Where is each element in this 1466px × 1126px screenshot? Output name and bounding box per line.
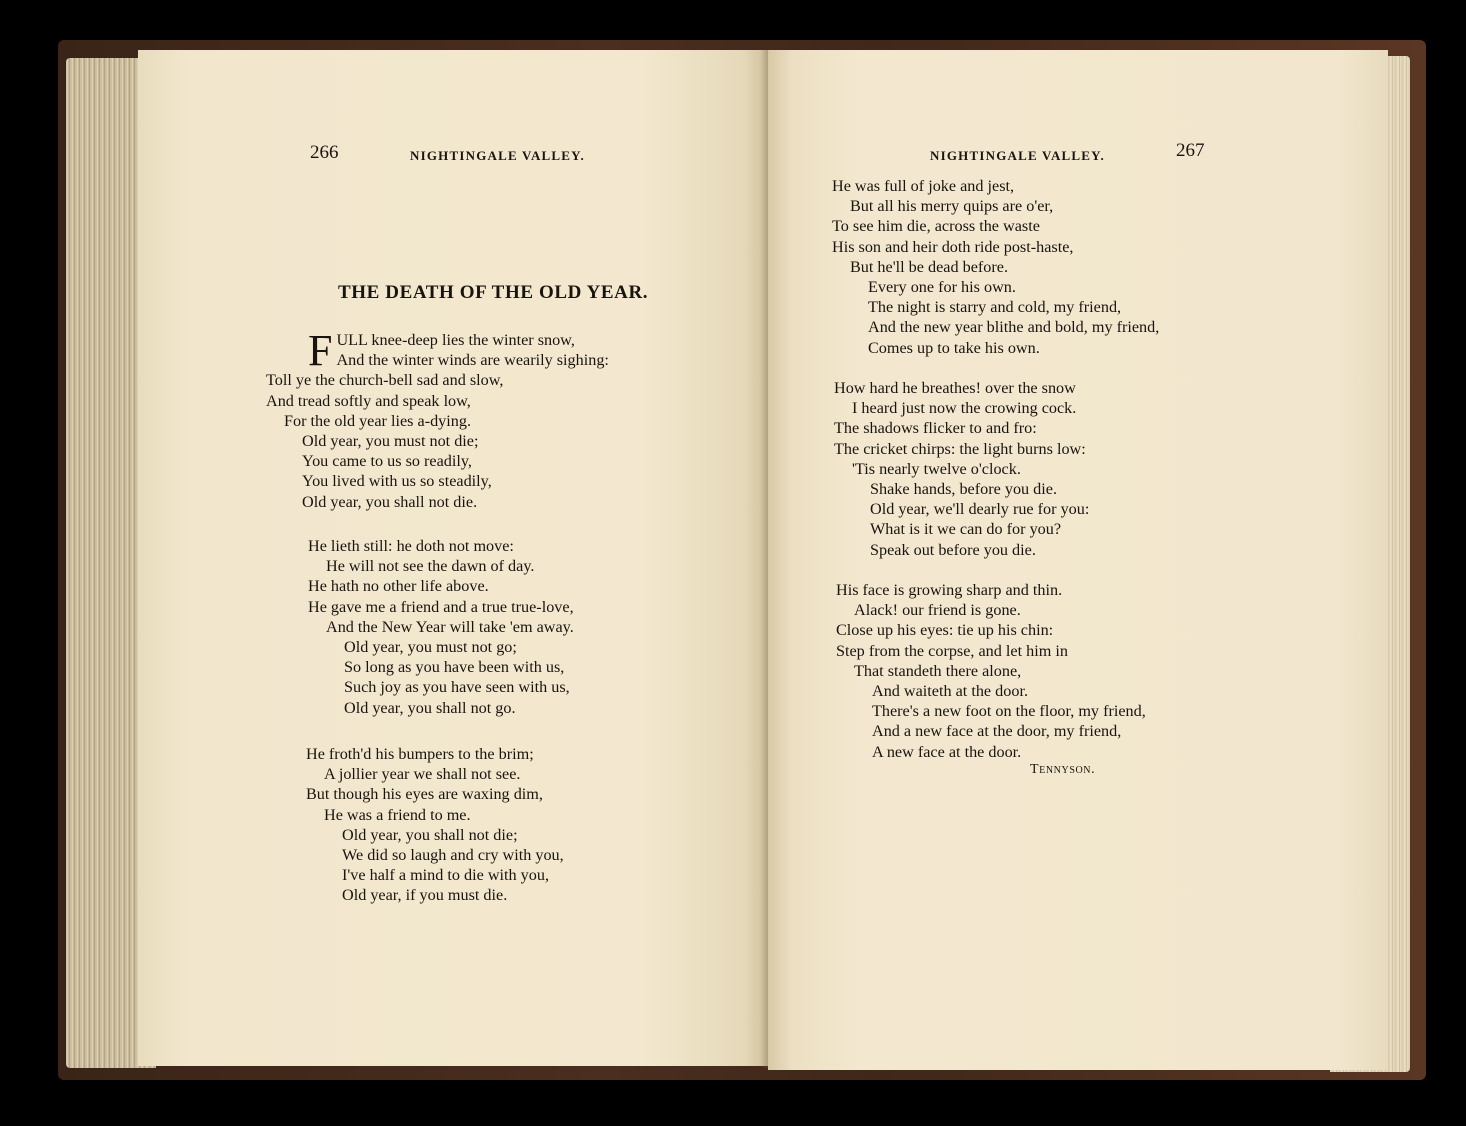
- verse-line: That standeth there alone,: [854, 661, 1022, 680]
- verse-line: And waiteth at the door.: [872, 681, 1028, 700]
- stanza-6: [836, 580, 1146, 762]
- verse-line: Old year, you shall not die.: [302, 492, 478, 511]
- verse-line: The cricket chirps: the light burns low:: [834, 439, 1086, 458]
- verse-line: But all his merry quips are o'er,: [850, 197, 1054, 216]
- stanza-5: [834, 378, 1089, 560]
- verse-line: He lieth still: he doth not move:: [308, 537, 514, 555]
- verse-line: He was full of joke and jest,: [832, 177, 1015, 195]
- verse-line: And the New Year will take 'em away.: [326, 617, 574, 636]
- running-head: NIGHTINGALE VALLEY.: [930, 148, 1106, 163]
- drop-cap: F: [308, 326, 333, 375]
- verse-line: His face is growing sharp and thin.: [836, 581, 1063, 599]
- author-attribution: Tennyson.: [1030, 762, 1096, 777]
- verse-line: But though his eyes are waxing dim,: [306, 785, 543, 804]
- verse-line: He froth'd his bumpers to the brim;: [306, 745, 534, 763]
- verse-line: To see him die, across the waste: [832, 217, 1040, 236]
- verse-line: For the old year lies a-dying.: [284, 411, 472, 430]
- verse-line: He will not see the dawn of day.: [326, 557, 535, 576]
- verse-line: Old year, you must not die;: [302, 431, 479, 450]
- verse-line: He gave me a friend and a true true-love,: [308, 597, 574, 616]
- verse-line: He hath no other life above.: [308, 577, 489, 596]
- verse-line: And the winter winds are wearily sighing:: [336, 351, 609, 370]
- verse-line: He was a friend to me.: [324, 805, 471, 824]
- verse-line: You lived with us so steadily,: [302, 472, 492, 491]
- poem-text-left: [266, 326, 609, 512]
- verse-line: And a new face at the door, my friend,: [872, 722, 1122, 741]
- verse-line: I've half a mind to die with you,: [342, 866, 550, 885]
- verse-line: A new face at the door.: [872, 742, 1022, 761]
- page-number: 266: [310, 142, 339, 163]
- stanza-3: [306, 744, 564, 906]
- verse-line: We did so laugh and cry with you,: [342, 845, 564, 864]
- verse-line: And the new year blithe and bold, my friend,: [868, 318, 1160, 337]
- stanza-1: [266, 326, 609, 512]
- stanza-2: [308, 536, 574, 718]
- running-head: NIGHTINGALE VALLEY.: [410, 148, 586, 163]
- verse-line: How hard he breathes! over the snow: [834, 379, 1076, 397]
- verse-line: Old year, you must not go;: [344, 637, 517, 656]
- verse-line: You came to us so readily,: [302, 452, 472, 471]
- verse-line: A jollier year we shall not see.: [324, 765, 521, 784]
- verse-line: 'Tis nearly twelve o'clock.: [852, 459, 1021, 478]
- verse-line: Old year, you shall not go.: [344, 698, 516, 717]
- verse-line: The shadows flicker to and fro:: [834, 419, 1037, 438]
- verse-line: ULL knee-deep lies the winter snow,: [336, 331, 575, 349]
- left-page: [138, 50, 768, 1066]
- right-page: [768, 50, 1388, 1070]
- verse-line: So long as you have been with us,: [344, 658, 565, 677]
- stanza-4: [832, 176, 1159, 358]
- verse-line: Toll ye the church-bell sad and slow,: [266, 371, 504, 390]
- poem-title: THE DEATH OF THE OLD YEAR.: [338, 282, 649, 303]
- verse-line: What is it we can do for you?: [870, 520, 1062, 539]
- verse-line: Every one for his own.: [868, 277, 1016, 296]
- verse-line: Alack! our friend is gone.: [854, 601, 1021, 620]
- verse-line: Old year, you shall not die;: [342, 825, 518, 844]
- verse-line: There's a new foot on the floor, my friend,: [872, 702, 1146, 721]
- verse-line: Shake hands, before you die.: [870, 479, 1058, 498]
- page-number: 267: [1176, 140, 1205, 161]
- verse-line: Comes up to take his own.: [868, 338, 1040, 357]
- verse-line: Close up his eyes: tie up his chin:: [836, 621, 1054, 640]
- verse-line: Old year, if you must die.: [342, 886, 508, 905]
- verse-line: Old year, we'll dearly rue for you:: [870, 500, 1090, 519]
- verse-line: Step from the corpse, and let him in: [836, 641, 1068, 660]
- verse-line: But he'll be dead before.: [850, 257, 1008, 276]
- verse-line: Such joy as you have seen with us,: [344, 678, 570, 697]
- verse-line: The night is starry and cold, my friend,: [868, 298, 1122, 317]
- verse-line: And tread softly and speak low,: [266, 391, 471, 410]
- verse-line: His son and heir doth ride post-haste,: [832, 237, 1074, 256]
- verse-line: Speak out before you die.: [870, 540, 1036, 559]
- verse-line: I heard just now the crowing cock.: [852, 399, 1077, 418]
